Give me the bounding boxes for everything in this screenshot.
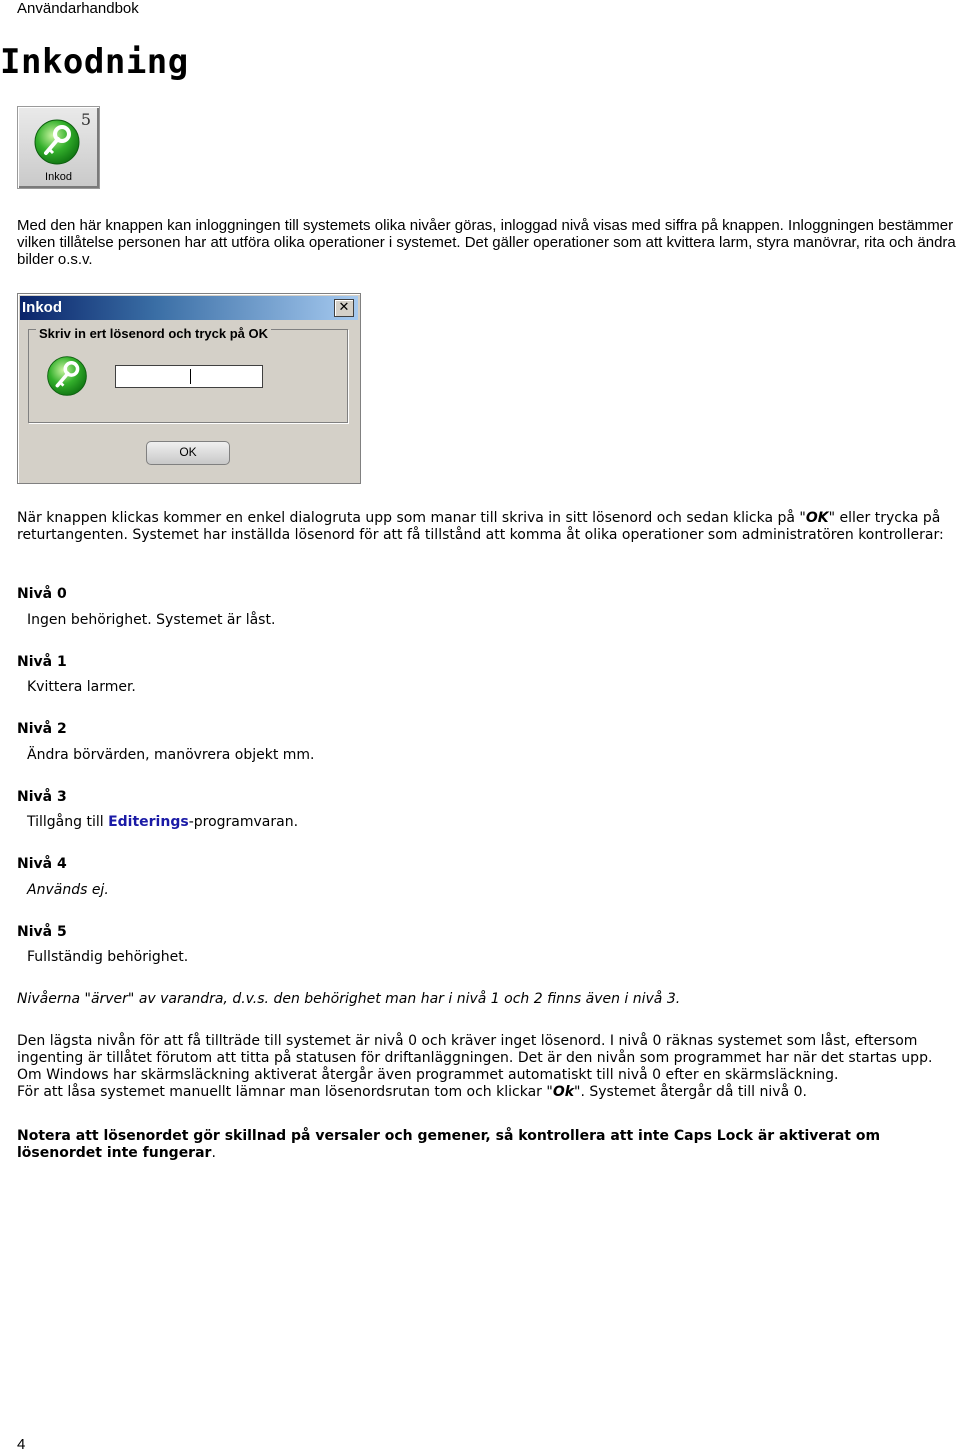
- inkod-button-label: Inkod: [45, 171, 72, 183]
- close-button[interactable]: ✕: [334, 299, 354, 317]
- access-text-2: Om Windows har skärmsläckning aktiverat återgår även programmet automatiskt till nivå 0 efter en skärmsläckning.: [17, 1067, 839, 1083]
- key-icon: [32, 117, 82, 167]
- level-4-text: Används ej.: [27, 882, 109, 898]
- level-5-heading: Nivå 5: [17, 924, 67, 940]
- key-icon: [45, 354, 89, 398]
- inkod-button[interactable]: [17, 106, 100, 189]
- access-text-3a: För att låsa systemet manuellt lämnar man lösenordsrutan tom och klickar ": [17, 1084, 553, 1100]
- inheritance-note: Nivåerna "ärver" av varandra, d.v.s. den behörighet man har i nivå 1 och 2 finns även i nivå 3.: [17, 991, 681, 1007]
- text-caret: [190, 369, 191, 384]
- description-text-2: " eller trycka på returtangenten. Systemet har inställda lösenord för att få tillstånd att komma åt olika operationer som administratören kontrollerar:: [17, 510, 944, 543]
- level-1-heading: Nivå 1: [17, 654, 67, 670]
- dialog-title: Inkod: [22, 299, 62, 316]
- description-ok: OK: [805, 510, 829, 526]
- caps-lock-note-bold: Notera att lösenordet gör skillnad på versaler och gemener, så kontrollera att inte Caps Lock är aktiverat om lösenordet inte fungerar: [17, 1128, 881, 1161]
- password-prompt: Skriv in ert lösenord och tryck på OK: [36, 326, 271, 341]
- level-3-text-after: -programvaran.: [188, 814, 299, 830]
- caps-lock-note-end: .: [211, 1145, 216, 1161]
- level-3-heading: Nivå 3: [17, 789, 67, 805]
- ok-button[interactable]: OK: [146, 441, 230, 465]
- intro-paragraph: Med den här knappen kan inloggningen till systemets olika nivåer göras, inloggad nivå visas med siffra på knappen. Inloggningen bestämmer vilken tillåtelse personen har att utföra olika operationer i systemet. Det gäller operationer som att kvittera larm, styra manövrar, rita och ändra bilder o.s.v.: [17, 217, 956, 268]
- password-input[interactable]: [115, 365, 263, 388]
- level-1-text: Kvittera larmer.: [27, 679, 136, 695]
- caps-lock-note: [17, 1128, 917, 1162]
- level-2-heading: Nivå 2: [17, 721, 67, 737]
- access-paragraph: [17, 1033, 957, 1101]
- access-ok: Ok: [552, 1084, 575, 1100]
- running-header: Användarhandbok: [17, 0, 139, 17]
- level-4-heading: Nivå 4: [17, 856, 67, 872]
- level-0-text: Ingen behörighet. Systemet är låst.: [27, 612, 276, 628]
- access-text-3: [17, 1084, 957, 1101]
- access-text-3b: ". Systemet återgår då till nivå 0.: [574, 1084, 807, 1100]
- page-number: 4: [17, 1436, 26, 1453]
- description-text-1: När knappen klickas kommer en enkel dialogruta upp som manar till skriva in sitt lösenord och sedan klicka på ": [17, 510, 806, 526]
- dialog-description: [17, 510, 957, 544]
- level-0-heading: Nivå 0: [17, 586, 67, 602]
- level-5-text: Fullständig behörighet.: [27, 949, 189, 965]
- dialog-titlebar[interactable]: [20, 296, 358, 320]
- access-text-1: Den lägsta nivån för att få tillträde till systemet är nivå 0 och kräver inget lösenord. I nivå 0 räknas systemet som låst, eftersom ingenting är tillåtet förutom att titta på statusen för driftanläggningen. Det är den nivån som programmet har när det startas upp.: [17, 1033, 933, 1066]
- login-dialog: [17, 293, 361, 484]
- page-title: Inkodning: [0, 42, 189, 82]
- level-3-text-before: Tillgång till: [27, 814, 109, 830]
- level-2-text: Ändra börvärden, manövrera objekt mm.: [27, 747, 315, 763]
- level-3-text: [27, 814, 298, 830]
- login-level-number: 5: [80, 110, 91, 129]
- editerings-link[interactable]: Editerings: [108, 814, 189, 830]
